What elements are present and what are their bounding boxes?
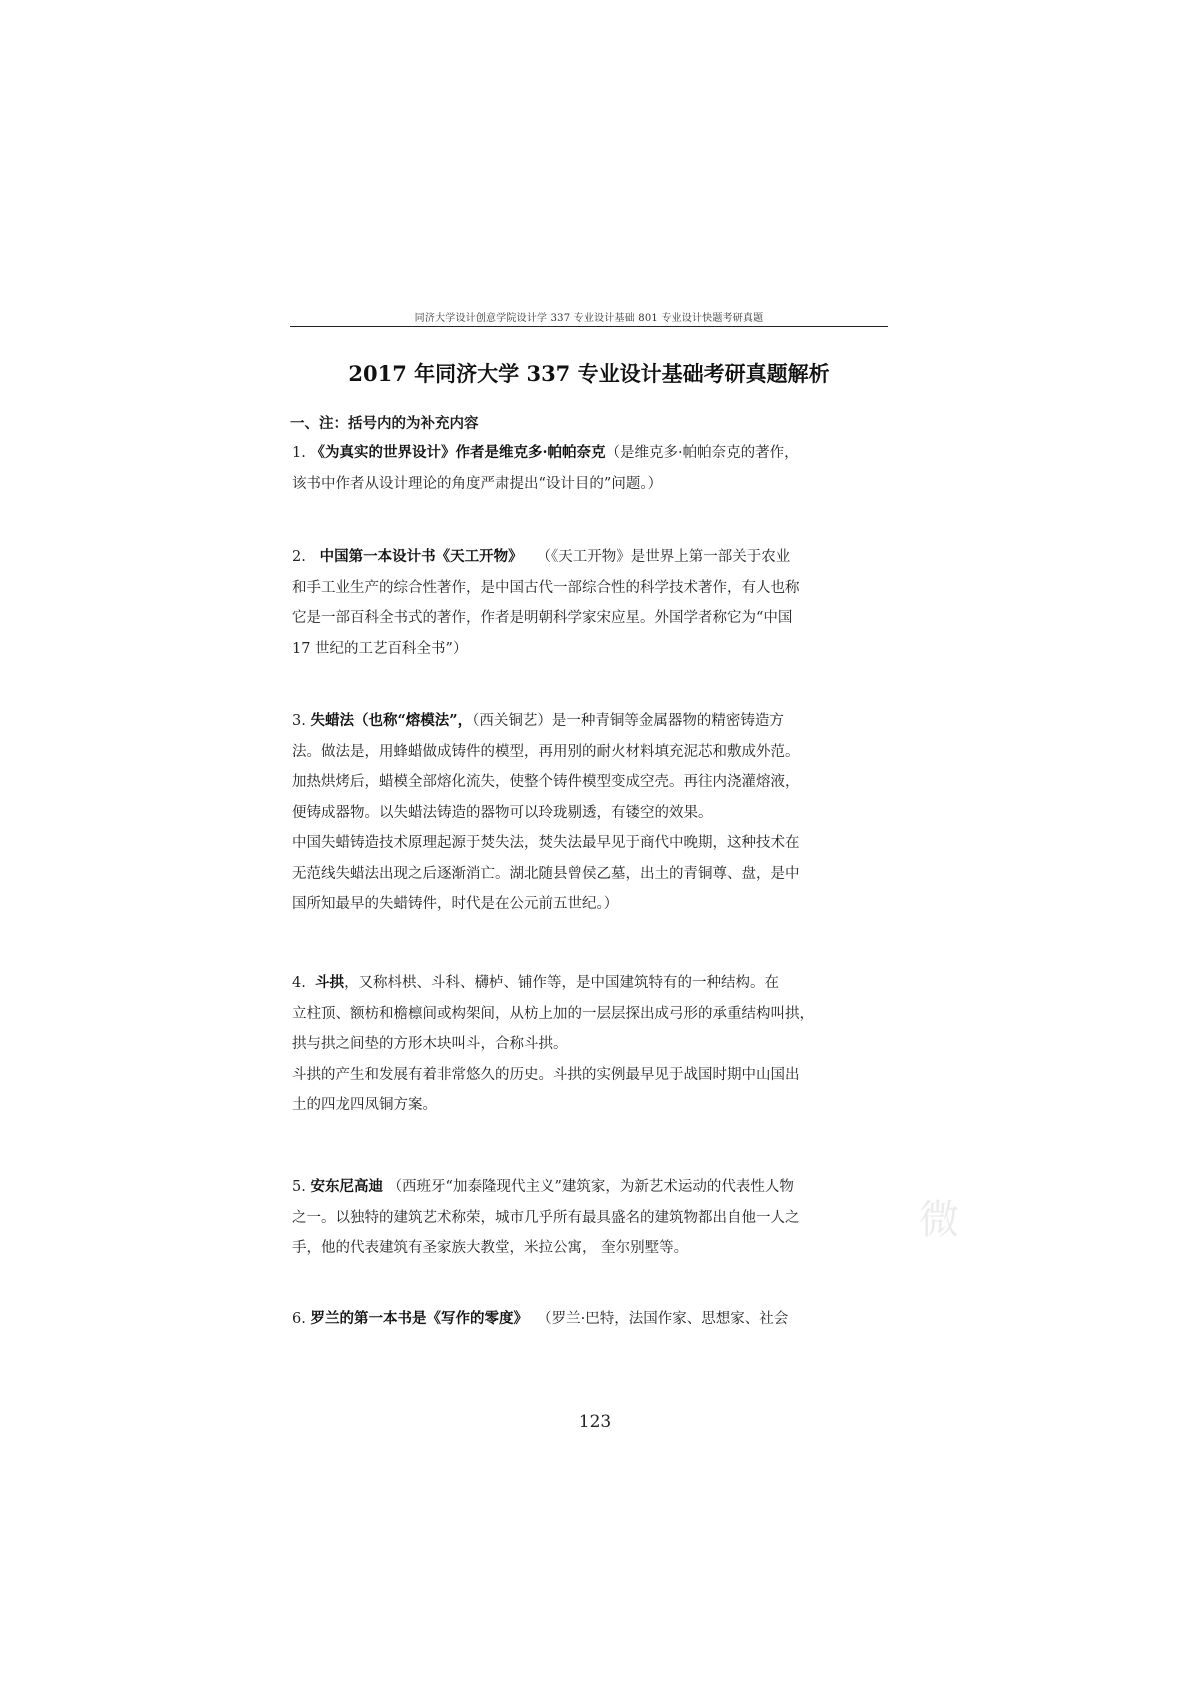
item-text-line: （西班牙“加泰隆现代主义”建筑家，为新艺术运动的代表性人物 <box>387 1179 794 1195</box>
item-number: 1. <box>292 445 306 461</box>
item-text-line: 中国失蜡铸造技术原理起源于焚失法，焚失法最早见于商代中晚期，这种技术在 <box>292 835 800 851</box>
question-item-3 <box>292 706 890 920</box>
item-text-line: 立柱顶、额枋和檐檩间或构架间，从枋上加的一层层探出成弓形的承重结构叫拱， <box>292 1005 814 1022</box>
question-item-6 <box>292 1304 890 1335</box>
page-number: 123 <box>578 1412 612 1432</box>
item-number: 6. <box>292 1311 306 1327</box>
item-text-line: 便铸成器物。以失蜡法铸造的器物可以玲珑剔透，有镂空的效果。 <box>292 804 713 821</box>
item-number: 3. <box>292 713 306 729</box>
section-heading: 一、注：括号内的为补充内容 <box>290 415 479 432</box>
question-item-1 <box>292 438 890 499</box>
item-text-line: 17 世纪的工艺百科全书”） <box>292 640 468 657</box>
item-text-line: （西关铜艺）是一种青铜等金属器物的精密铸造方 <box>472 713 784 729</box>
item-term: 罗兰的第一本书是《写作的零度》 <box>310 1310 528 1327</box>
item-term: 中国第一本设计书《天工开物》 <box>319 548 523 565</box>
item-text-line: （罗兰·巴特，法国作家、思想家、社会 <box>537 1311 789 1327</box>
item-text-line: 加热烘烤后，蜡模全部熔化流失，使整个铸件模型变成空壳。再往内浇灌熔液， <box>292 774 800 790</box>
item-term: 安东尼高迪 <box>310 1178 383 1195</box>
question-item-5 <box>292 1172 890 1264</box>
item-text-line: ，又称枓栱、斗科、欂栌、铺作等，是中国建筑特有的一种结构。在 <box>344 975 780 991</box>
item-text-line: （《天工开物》是世界上第一部关于农业 <box>536 549 791 565</box>
item-text-line: 法。做法是，用蜂蜡做成铸件的模型，再用别的耐火材料填充泥芯和敷成外范。 <box>292 743 800 760</box>
item-text-line: 它是一部百科全书式的著作，作者是明朝科学家宋应星。外国学者称它为“中国 <box>292 610 793 626</box>
item-text-line: 之一。以独特的建筑艺术称荣，城市几乎所有最具盛名的建筑物都出自他一人之 <box>292 1209 800 1226</box>
item-text-line: 该书中作者从设计理论的角度严肃提出“设计目的”问题。） <box>292 475 663 492</box>
item-number: 2. <box>292 549 306 565</box>
item-term: 失蜡法（也称“熔模法”， <box>310 712 473 729</box>
item-first-line <box>292 706 890 737</box>
item-number: 4. <box>292 975 306 991</box>
item-text-line: 和手工业生产的综合性著作，是中国古代一部综合性的科学技术著作，有人也称 <box>292 579 800 596</box>
item-first-line <box>292 968 890 999</box>
header-rule <box>290 326 888 327</box>
item-first-line <box>292 542 890 573</box>
item-text-line: 无范线失蜡法出现之后逐渐消亡。湖北随县曾侯乙墓，出土的青铜尊、盘，是中 <box>292 865 800 882</box>
item-text-line: 国所知最早的失蜡铸件，时代是在公元前五世纪。） <box>292 896 619 912</box>
item-first-line <box>292 438 890 469</box>
item-text-line: 手，他的代表建筑有圣家族大教堂，米拉公寓， 奎尔别墅等。 <box>292 1240 689 1256</box>
item-text-line: 斗拱的产生和发展有着非常悠久的历史。斗拱的实例最早见于战国时期中山国出 <box>292 1066 800 1083</box>
question-item-2 <box>292 542 890 664</box>
item-text-line: 拱与拱之间垫的方形木块叫斗，合称斗拱。 <box>292 1036 568 1052</box>
question-item-4 <box>292 968 890 1121</box>
page-title: 2017 年同济大学 337 专业设计基础考研真题解析 <box>348 361 830 386</box>
item-text-line: （是维克多·帕帕奈克的著作， <box>605 445 799 461</box>
item-term: 《为真实的世界设计》作者是维克多·帕帕奈克 <box>310 444 606 461</box>
item-first-line <box>292 1172 890 1203</box>
item-first-line <box>292 1304 890 1335</box>
watermark-stamp: 微 <box>919 1197 959 1243</box>
item-number: 5. <box>292 1179 306 1195</box>
item-text-line: 土的四龙四凤铜方案。 <box>292 1097 437 1113</box>
item-term: 斗拱 <box>315 974 345 991</box>
running-header: 同济大学设计创意学院设计学 337 专业设计基础 801 专业设计快题考研真题 <box>414 313 764 324</box>
